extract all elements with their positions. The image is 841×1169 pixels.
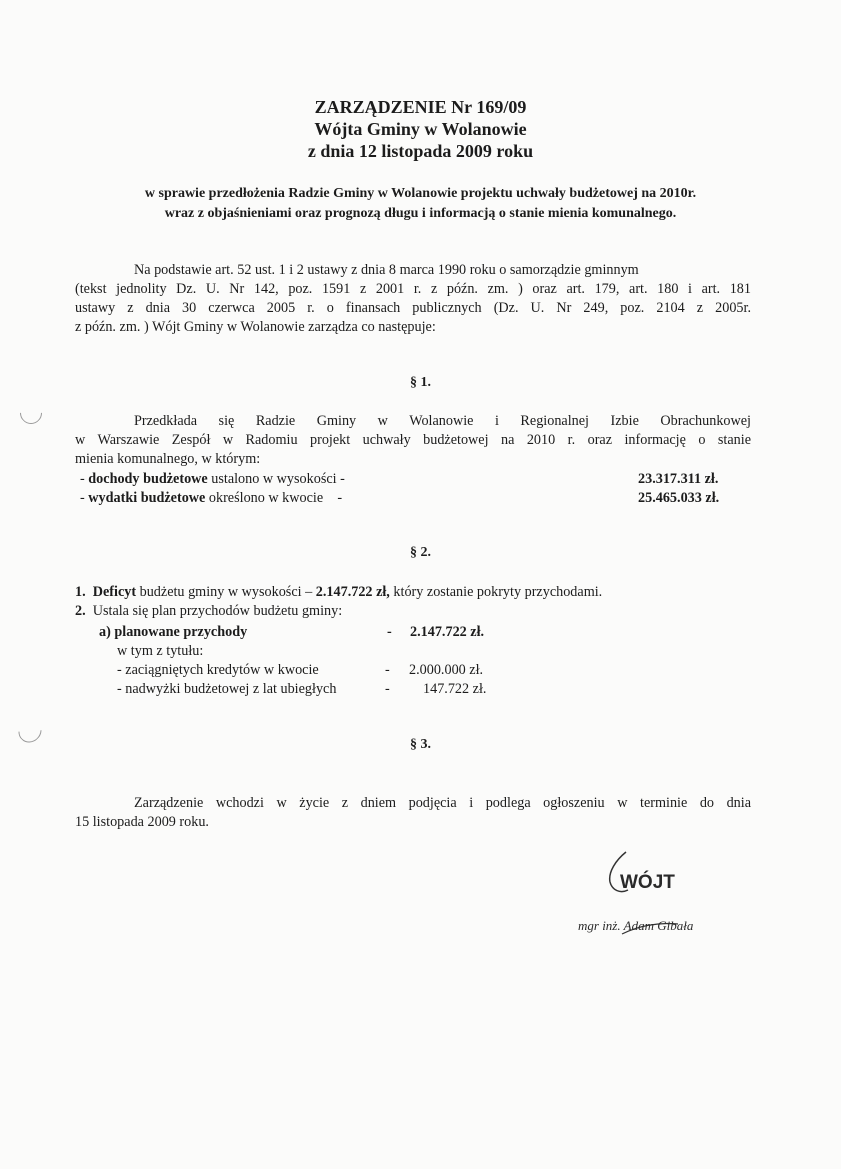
breakdown-loans-label: - zaciągniętych kredytów w kwocie bbox=[117, 662, 319, 678]
signatory-name: mgr inż. Adam Gibała bbox=[578, 918, 694, 933]
planned-revenue-amount: 2.147.722 zł. bbox=[410, 624, 485, 640]
preamble-line-1: Na podstawie art. 52 ust. 1 i 2 ustawy z dnia 8 marca 1990 roku o samorządzie gminnym bbox=[134, 262, 639, 278]
breakdown-loans-amount: 2.000.000 zł. bbox=[409, 662, 484, 678]
breakdown-surplus-label: - nadwyżki budżetowej z lat ubiegłych bbox=[117, 681, 337, 697]
signature-stamp: WÓJT bbox=[620, 872, 675, 893]
expenses-item: - wydatki budżetowe określono w kwocie - bbox=[80, 490, 343, 506]
section-1-heading: § 1. bbox=[410, 375, 431, 390]
section-3-line-1: Zarządzenie wchodzi w życie z dniem podjęcia i podlega ogłoszeniu w terminie do dnia bbox=[134, 795, 751, 811]
punch-hole-mark bbox=[15, 397, 46, 428]
section-3-heading: § 3. bbox=[410, 737, 431, 752]
planned-revenue-label: a) planowane przychody bbox=[99, 624, 248, 640]
document-title: ZARZĄDZENIE Nr 169/09 bbox=[314, 97, 527, 117]
subject-line-2: wraz z objaśnieniami oraz prognozą długu i informacją o stanie mienia komunalnego. bbox=[164, 206, 677, 221]
preamble-line-2: (tekst jednolity Dz. U. Nr 142, poz. 1591 z 2001 r. z późn. zm. ) oraz art. 179, art. 180 i art. 181 bbox=[75, 281, 751, 297]
expenses-amount: 25.465.033 zł. bbox=[638, 490, 720, 506]
breakdown-surplus-dash: - bbox=[385, 681, 390, 697]
income-amount: 23.317.311 zł. bbox=[638, 471, 719, 487]
section-3-line-2: 15 listopada 2009 roku. bbox=[75, 814, 209, 830]
section-2-heading: § 2. bbox=[410, 545, 431, 560]
signature-scribble bbox=[598, 842, 738, 952]
income-item: - dochody budżetowe ustalono w wysokości - bbox=[80, 471, 345, 487]
breakdown-loans-dash: - bbox=[385, 662, 390, 678]
preamble-line-4: z późn. zm. ) Wójt Gminy w Wolanowie zarządza co następuje: bbox=[75, 319, 436, 335]
revenue-plan-item: 2. Ustala się plan przychodów budżetu gminy: bbox=[75, 603, 343, 619]
planned-revenue-dash: - bbox=[387, 624, 392, 640]
document-date: z dnia 12 listopada 2009 roku bbox=[307, 141, 534, 161]
section-1-line-1: Przedkłada się Radzie Gminy w Wolanowie i Regionalnej Izbie Obrachunkowej bbox=[134, 413, 751, 429]
section-1-line-2: w Warszawie Zespół w Radomiu projekt uchwały budżetowej na 2010 r. oraz informację o stanie bbox=[75, 432, 751, 448]
breakdown-surplus-amount: 147.722 zł. bbox=[423, 681, 487, 697]
subject-line-1: w sprawie przedłożenia Radzie Gminy w Wolanowie projektu uchwały budżetowej na 2010r. bbox=[144, 186, 697, 201]
document-issuer: Wójta Gminy w Wolanowie bbox=[314, 119, 527, 139]
section-1-line-3: mienia komunalnego, w którym: bbox=[75, 451, 261, 467]
breakdown-title: w tym z tytułu: bbox=[117, 643, 204, 659]
deficit-item: 1. Deficyt budżetu gminy w wysokości – 2.147.722 zł, który zostanie pokryty przychodami. bbox=[75, 584, 603, 600]
preamble-line-3: ustawy z dnia 30 czerwca 2005 r. o finansach publicznych (Dz. U. Nr 249, poz. 2104 z 2005r. bbox=[75, 300, 751, 316]
